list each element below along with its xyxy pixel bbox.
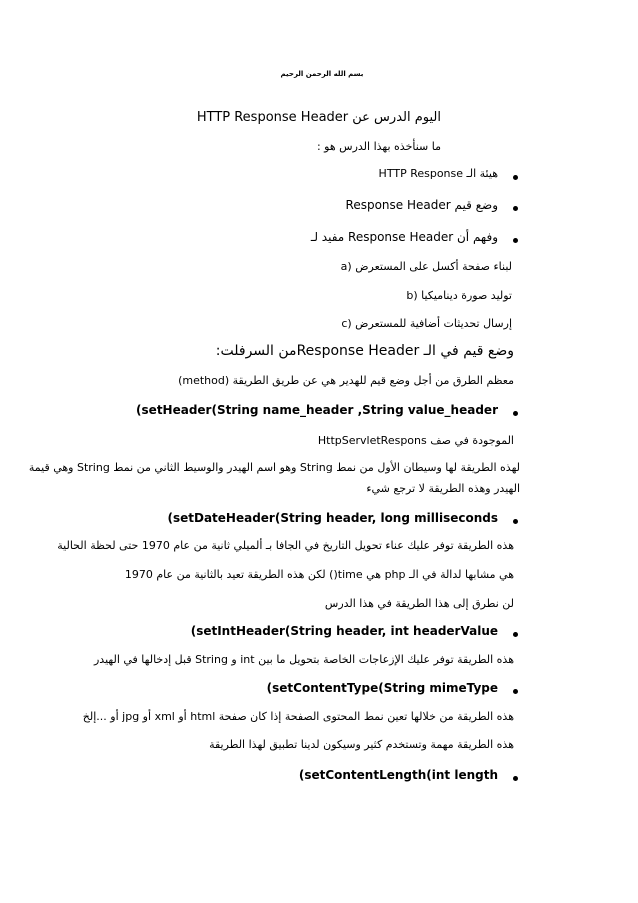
bullet-marker bbox=[513, 632, 518, 637]
section-heading: وضع قيم في الـ Response Headerمن السرفلت: bbox=[215, 343, 514, 359]
sub-item-c: c) إرسال تحديثات أضافية للمستعرض bbox=[341, 317, 512, 330]
sub-item-a: a) لبناء صفحة أكسل على المستعرض bbox=[340, 260, 512, 273]
method-setcontenttype-line2: هذه الطريقة مهمة وتستخدم كثير وسيكون لدينا تطبيق لهذا الطريقة bbox=[209, 738, 514, 751]
method-setheader-signature: (setHeader(String name_header ,String value_header bbox=[136, 403, 498, 417]
method-setintheader-line1: هذه الطريقة توفر عليك الإزعاجات الخاصة بتحويل ما بين int و String قبل إدخالها في الهيدر bbox=[94, 653, 514, 666]
bullet-marker bbox=[513, 776, 518, 781]
methods-intro: معظم الطرق من أجل وضع قيم للهدير هي عن طريق الطريقة (method) bbox=[178, 374, 514, 387]
method-setdateheader-line3: لن نطرق إلى هذا الطريقة في هذا الدرس bbox=[324, 597, 514, 610]
bullet-marker bbox=[513, 689, 518, 694]
method-setheader-line2: لهذه الطريقة لها وسيطان الأول من نمط String وهو اسم الهيدر والوسيط الثاني من نمط String وهي قيمة bbox=[28, 461, 520, 474]
top-bullet-2: وضع قيم Response Header bbox=[345, 198, 498, 212]
intro-line: اليوم الدرس عن HTTP Response Header bbox=[196, 110, 441, 125]
method-setcontentlength-signature: (setContentLength(int length bbox=[298, 768, 498, 782]
bullet-marker bbox=[513, 411, 518, 416]
method-setdateheader-line1: هذه الطريقة توفر عليك عناء تحويل التاريخ في الجافا بـ ألميلي ثانية من عام 1970 حتى لحظة الحالية bbox=[57, 539, 514, 552]
bullet-marker bbox=[513, 175, 518, 180]
document-title: بسم الله الرحمن الرحيم bbox=[280, 70, 364, 78]
method-setheader-line1: الموجودة في صف HttpServletRespons bbox=[317, 434, 514, 447]
bullet-marker bbox=[513, 238, 518, 243]
method-setcontenttype-line1: هذه الطريقة من خلالها تعين نمط المحتوى الصفحة إذا كان صفحة html أو xml أو jpg أو ...إلخ bbox=[82, 710, 514, 723]
sub-item-b: b) توليد صورة ديناميكيا bbox=[406, 289, 512, 302]
method-setintheader-signature: (setIntHeader(String header, int headerValue bbox=[190, 624, 498, 638]
top-bullet-1: هيئة الـ HTTP Response bbox=[378, 167, 498, 180]
method-setdateheader-line2: هي مشابها لدالة في الـ php هي time() لكن هذه الطريقة تعيد بالثانية من عام 1970 bbox=[124, 568, 514, 581]
bullet-marker bbox=[513, 206, 518, 211]
method-setheader-line3: الهيدر وهذه الطريقة لا ترجع شيء bbox=[366, 482, 520, 495]
bullet-marker bbox=[513, 519, 518, 524]
method-setdateheader-signature: (setDateHeader(String header, long milliseconds bbox=[167, 511, 498, 525]
what-we-learn-line: ما سنأخذه بهذا الدرس هو : bbox=[316, 140, 441, 153]
method-setcontenttype-signature: (setContentType(String mimeType bbox=[266, 681, 498, 695]
top-bullet-3: وفهم أن Response Header مفيد لـ bbox=[310, 230, 498, 244]
